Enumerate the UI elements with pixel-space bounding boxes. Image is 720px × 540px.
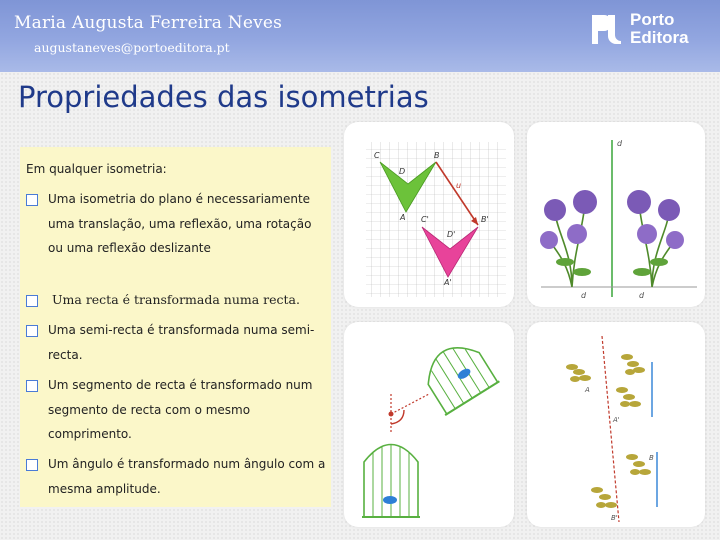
label-D-prime: D' — [447, 230, 456, 239]
label-B-prime: B' — [481, 215, 489, 224]
bullet-square-icon — [26, 459, 38, 471]
porto-editora-logo-icon — [590, 12, 626, 48]
leaf-branch-1 — [566, 364, 591, 382]
label-A-prime: A' — [444, 278, 452, 287]
rotation-angle-arc — [391, 410, 404, 424]
bullet-square-icon — [26, 325, 38, 337]
logo-word-editora: Editora — [630, 28, 689, 47]
logo-word-porto: Porto — [630, 10, 675, 29]
glide-reflection-figure — [527, 322, 705, 527]
label-A: A — [400, 213, 406, 222]
flower-bouquet-right — [627, 190, 684, 287]
bullet-square-icon — [26, 194, 38, 206]
porto-editora-logo — [590, 12, 705, 52]
label-D: D — [399, 167, 406, 176]
translation-grid-figure — [344, 122, 514, 307]
rotation-figure — [344, 322, 514, 527]
glide-reflection-leaves-figure — [527, 322, 705, 527]
translation-figure — [344, 122, 514, 307]
bullet-item: Uma semi-recta é transformada numa semi-recta. — [26, 318, 326, 367]
leaf-branch-4 — [626, 454, 651, 475]
label-d-left: d — [581, 291, 587, 300]
header-bar — [0, 0, 720, 72]
tilted-birdcage — [416, 335, 499, 416]
intro-text: Em qualquer isometria: — [26, 162, 167, 176]
bullet-square-icon — [26, 295, 38, 307]
label-glide-A: A — [585, 386, 590, 394]
bullet-item: Um ângulo é transformado num ângulo com a mesma amplitude. — [26, 452, 326, 501]
flower-bouquet-left — [540, 190, 597, 287]
leaf-branch-5 — [591, 487, 617, 508]
label-C: C — [374, 151, 380, 160]
leaf-branch-2 — [621, 354, 645, 375]
label-C-prime: C' — [421, 215, 429, 224]
bullet-item: Uma isometria do plano é necessariamente uma translação, uma reflexão, uma rotação ou uma reflexão deslizante — [26, 187, 326, 261]
bullet-item: Um segmento de recta é transformado num segmento de recta com o mesmo comprimento. — [26, 373, 326, 447]
rotation-birdcage-figure — [344, 322, 514, 527]
reflection-figure — [527, 122, 705, 307]
label-d-top: d — [617, 139, 623, 148]
leaf-branch-3 — [616, 387, 641, 407]
label-d-right: d — [639, 291, 645, 300]
reflection-flowers-figure — [527, 122, 705, 307]
label-glide-A-prime: A' — [613, 416, 620, 424]
label-glide-B: B — [649, 454, 654, 462]
properties-textbox — [20, 147, 331, 507]
bullet-item: Uma recta é transformada numa recta. — [26, 288, 326, 313]
label-B: B — [434, 151, 440, 160]
label-u: u — [456, 181, 462, 190]
author-name: Maria Augusta Ferreira Neves — [14, 13, 283, 33]
rotation-center — [389, 412, 394, 417]
slide-title: Propriedades das isometrias — [18, 80, 429, 114]
bullet-square-icon — [26, 380, 38, 392]
author-email: augustaneves@portoeditora.pt — [34, 40, 230, 55]
label-glide-B-prime: B' — [611, 514, 618, 522]
rotation-arm-line — [391, 394, 429, 414]
upright-birdcage — [362, 444, 420, 517]
